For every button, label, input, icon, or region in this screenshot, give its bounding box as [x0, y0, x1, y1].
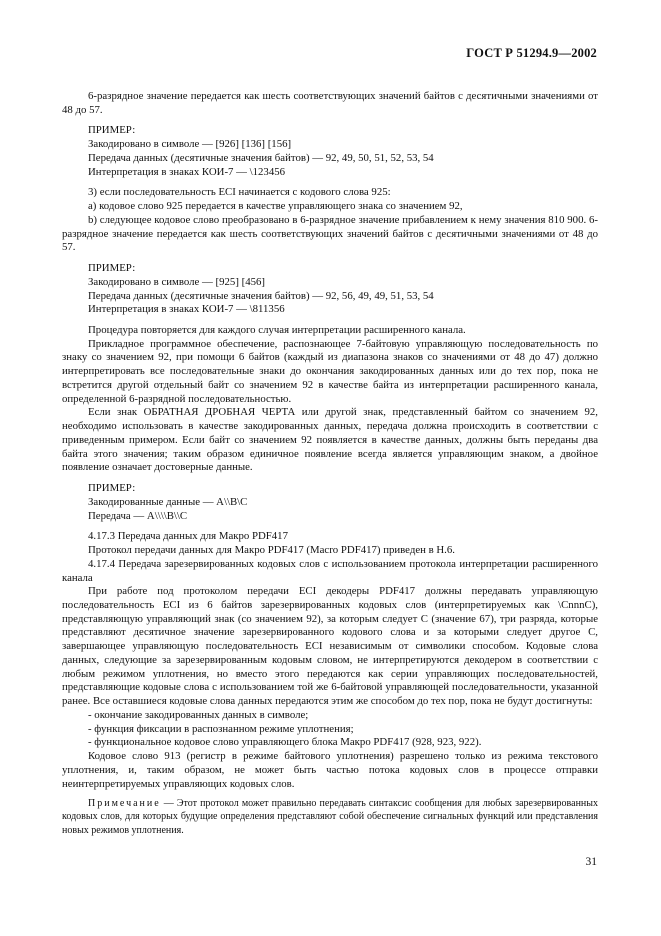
note: [62, 797, 598, 837]
list-item: - функция фиксации в распознанном режиме уплотнения;: [88, 722, 354, 735]
example-label: ПРИМЕР:: [88, 124, 136, 137]
section-heading: 4.17.3 Передача данных для Макро PDF417: [88, 530, 288, 543]
example-line: Передача данных (десятичные значения байтов) — 92, 49, 50, 51, 52, 53, 54: [88, 151, 434, 164]
example-line: Передача данных (десятичные значения байтов) — 92, 56, 49, 49, 51, 53, 54: [88, 289, 434, 302]
list-item: - окончание закодированных данных в символе;: [88, 708, 309, 721]
paragraph: При работе под протоколом передачи ECI декодеры PDF417 должны передавать управляющую последовательность ECI из 6 байтов зарезервированных кодовых слов (интерпретируемых как \CnnnC), представляющую управляющий знак (со значением 92), за которым следует C (значение 67), три разряда, которые представляют десятичное значение зарезервированного кодового слова и за которыми следует другое C, завершающее управляющую последовательность ECI независимым от символики способом. Кодовые слова данных, следующие за зарезервированным кодовым словом, не интерпретируются декодером в соответствии с любым режимом уплотнения, но вместо этого передаются как серии управляющих последовательностей, представляющие кодовые слова с использованием той же 6-байтовой управляющей последовательности, указанной ранее. Все оставшиеся кодовые слова данных передаются этим же способом до тех пор, пока не будут достигнуты:: [62, 585, 598, 708]
example-line: Интерпретация в знаках КОИ-7 — \123456: [88, 165, 286, 178]
example-line: Закодировано в символе — [926] [136] [156]: [88, 138, 292, 151]
list-item: - функциональное кодовое слово управляющего блока Макро PDF417 (928, 923, 922).: [88, 736, 482, 749]
section-heading: 4.17.4 Передача зарезервированных кодовых слов с использованием протокола интерпретации расширенного канала: [62, 557, 598, 584]
paragraph: 6-разрядное значение передается как шесть соответствующих значений байтов с десятичными значениями от 48 до 57.: [62, 90, 598, 116]
paragraph: Если знак ОБРАТНАЯ ДРОБНАЯ ЧЕРТА или другой знак, представленный байтом со значением 92, необходимо использовать в качестве закодированных данных, передача должна происходить в соответствии с приведенным примером. Если байт со значением 92 появляется в качестве данных, должны быть переданы два байта этого значения; таким образом единичное появление всегда является управляющим знаком, а двойное появление означает достоверные данные.: [62, 406, 598, 474]
example-line: Интерпретация в знаках КОИ-7 — \811356: [88, 303, 285, 316]
paragraph: Протокол передачи данных для Макро PDF417 (Macro PDF417) приведен в Н.6.: [88, 544, 455, 557]
paragraph: 3) если последовательность ECI начинается с кодового слова 925:: [88, 186, 391, 199]
note-text: — Этот протокол может правильно передавать синтаксис сообщения для любых зарезервированных кодовых слов, для которых будущие определения представляют собой обеспечение сигнальных функций или представления новых режимов уплотнения.: [62, 798, 598, 836]
list-item: a) кодовое слово 925 передается в качестве управляющего знака со значением 92,: [88, 200, 463, 213]
example-label: ПРИМЕР:: [88, 482, 136, 495]
paragraph: Процедура повторяется для каждого случая интерпретации расширенного канала.: [88, 324, 466, 337]
note-label: Примечание: [88, 798, 161, 810]
paragraph: Кодовое слово 913 (регистр в режиме байтового уплотнения) разрешено только из режима текстового уплотнения, и, таким образом, не может быть частью потока кодовых слов в процессе отправки неинтерпретируемых управляющих кодовых слов.: [62, 750, 598, 790]
document-header: ГОСТ Р 51294.9—2002: [466, 46, 597, 60]
example-label: ПРИМЕР:: [88, 262, 136, 275]
example-line: Передача — A\\\\B\\C: [88, 509, 188, 522]
paragraph: Прикладное программное обеспечение, распознающее 7-байтовую управляющую последовательность по знаку со значением 92, при помощи 6 байтов (каждый из диапазона знаков со значениями от 48 до 47) должно интерпретировать все последовательные знаки до окончания закодированных данных или до тех пор, пока не встретится другой отдельный байт со значением 92 в качестве байта из интерпретации расширенного канала, определенной 6-разрядной последовательностью.: [62, 337, 598, 405]
example-line: Закодировано в символе — [925] [456]: [88, 275, 266, 288]
example-line: Закодированные данные — A\\B\C: [88, 495, 248, 508]
list-item: b) следующее кодовое слово преобразовано в 6-разрядное значение прибавлением к нему значения 810 900. 6-разрядное значение передается как шесть соответствующих значений байтов с десятичными значениями от 48 до 57.: [62, 213, 598, 254]
page-body: [62, 90, 598, 837]
page-number: 31: [585, 856, 597, 868]
